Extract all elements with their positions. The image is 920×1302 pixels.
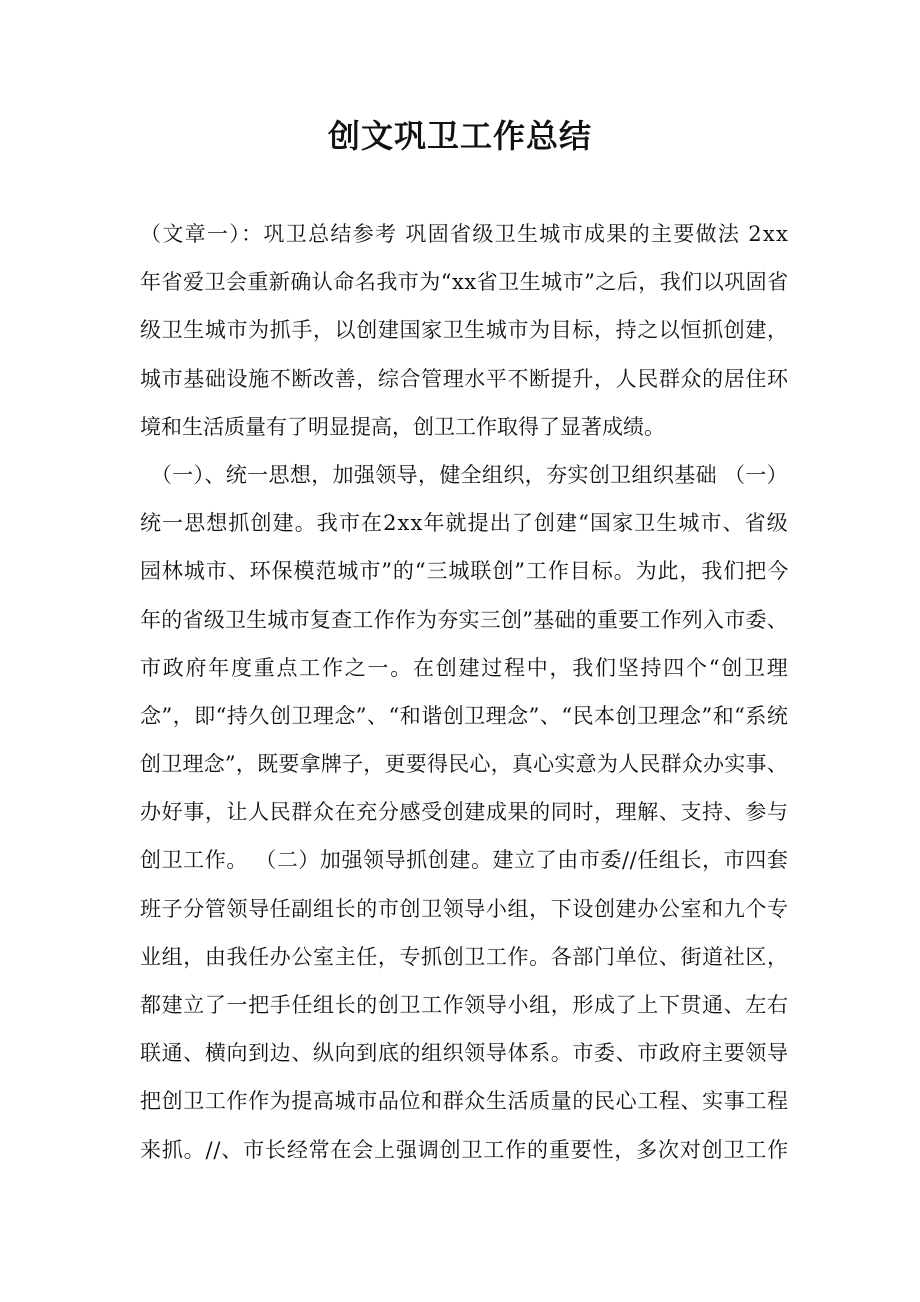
body-line-text: 级卫生城市为抓手，以创建国家卫生城市为目标，持之以恒抓创建， xyxy=(140,318,789,343)
body-line-text: 把创卫工作作为提高城市品位和群众生活质量的民心工程、实事工程 xyxy=(140,1089,789,1114)
body-line xyxy=(140,553,788,601)
body-line-text: 园林城市、环保模范城市”的“三城联创”工作目标。为此，我们把今 xyxy=(140,559,790,584)
body-line xyxy=(140,746,788,794)
body-line xyxy=(140,1083,788,1131)
body-line-text: 年省爱卫会重新确认命名我市为“xx省卫生城市”之后，我们以巩固省 xyxy=(140,270,789,295)
body-line xyxy=(140,264,788,312)
body-line xyxy=(140,939,788,987)
body-line xyxy=(140,1132,788,1180)
body-line-text: 办好事，让人民群众在充分感受创建成果的同时，理解、支持、参与 xyxy=(140,800,789,825)
body-line xyxy=(140,457,788,505)
body-line-text: 都建立了一把手任组长的创卫工作领导小组，形成了上下贯通、左右 xyxy=(140,993,789,1017)
body-line xyxy=(140,987,788,1035)
document-body xyxy=(140,216,788,1180)
body-line xyxy=(140,505,788,553)
body-line xyxy=(140,361,788,409)
body-line xyxy=(140,409,788,457)
body-line xyxy=(140,842,788,890)
body-line-text: 班子分管领导任副组长的市创卫领导小组，下设创建办公室和九个专 xyxy=(140,896,789,921)
body-line-text: 念”，即“持久创卫理念”、“和谐创卫理念”、“民本创卫理念”和“系统 xyxy=(140,703,789,728)
body-line-text: （文章一）：巩卫总结参考 巩固省级卫生城市成果的主要做法 2xx xyxy=(140,222,790,246)
body-line xyxy=(140,698,788,746)
body-line-text: （一）、统一思想，加强领导，健全组织，夯实创卫组织基础 （一） xyxy=(140,462,789,487)
body-line xyxy=(140,216,788,264)
body-line-text: 统一思想抓创建。我市在2xx年就提出了创建“国家卫生城市、省级 xyxy=(140,511,789,536)
body-line-text: 来抓。//、市长经常在会上强调创卫工作的重要性，多次对创卫工作 xyxy=(140,1137,789,1162)
body-line-text: 境和生活质量有了明显提高，创卫工作取得了显著成绩。 xyxy=(140,414,665,439)
body-line-text: 年的省级卫生城市复查工作作为夯实三创”基础的重要工作列入市委、 xyxy=(140,607,788,632)
body-line-text: 创卫理念”，既要拿牌子，更要得民心，真心实意为人民群众办实事、 xyxy=(140,752,788,777)
body-line xyxy=(140,891,788,939)
body-line-text: 创卫工作。 （二）加强领导抓创建。建立了由市委//任组长，市四套 xyxy=(140,848,789,873)
body-line xyxy=(140,1035,788,1083)
body-line-text: 业组，由我任办公室主任，专抓创卫工作。各部门单位、街道社区， xyxy=(140,944,789,969)
body-line-text: 城市基础设施不断改善，综合管理水平不断提升，人民群众的居住环 xyxy=(140,366,789,391)
body-line-text: 联通、横向到边、纵向到底的组织领导体系。市委、市政府主要领导 xyxy=(140,1041,789,1066)
document-title: 创文巩卫工作总结 xyxy=(327,117,592,155)
body-line xyxy=(140,650,788,698)
body-line-text: 市政府年度重点工作之一。在创建过程中，我们坚持四个“创卫理 xyxy=(140,655,790,680)
body-line xyxy=(140,794,788,842)
body-line xyxy=(140,602,788,650)
body-line xyxy=(140,312,788,360)
